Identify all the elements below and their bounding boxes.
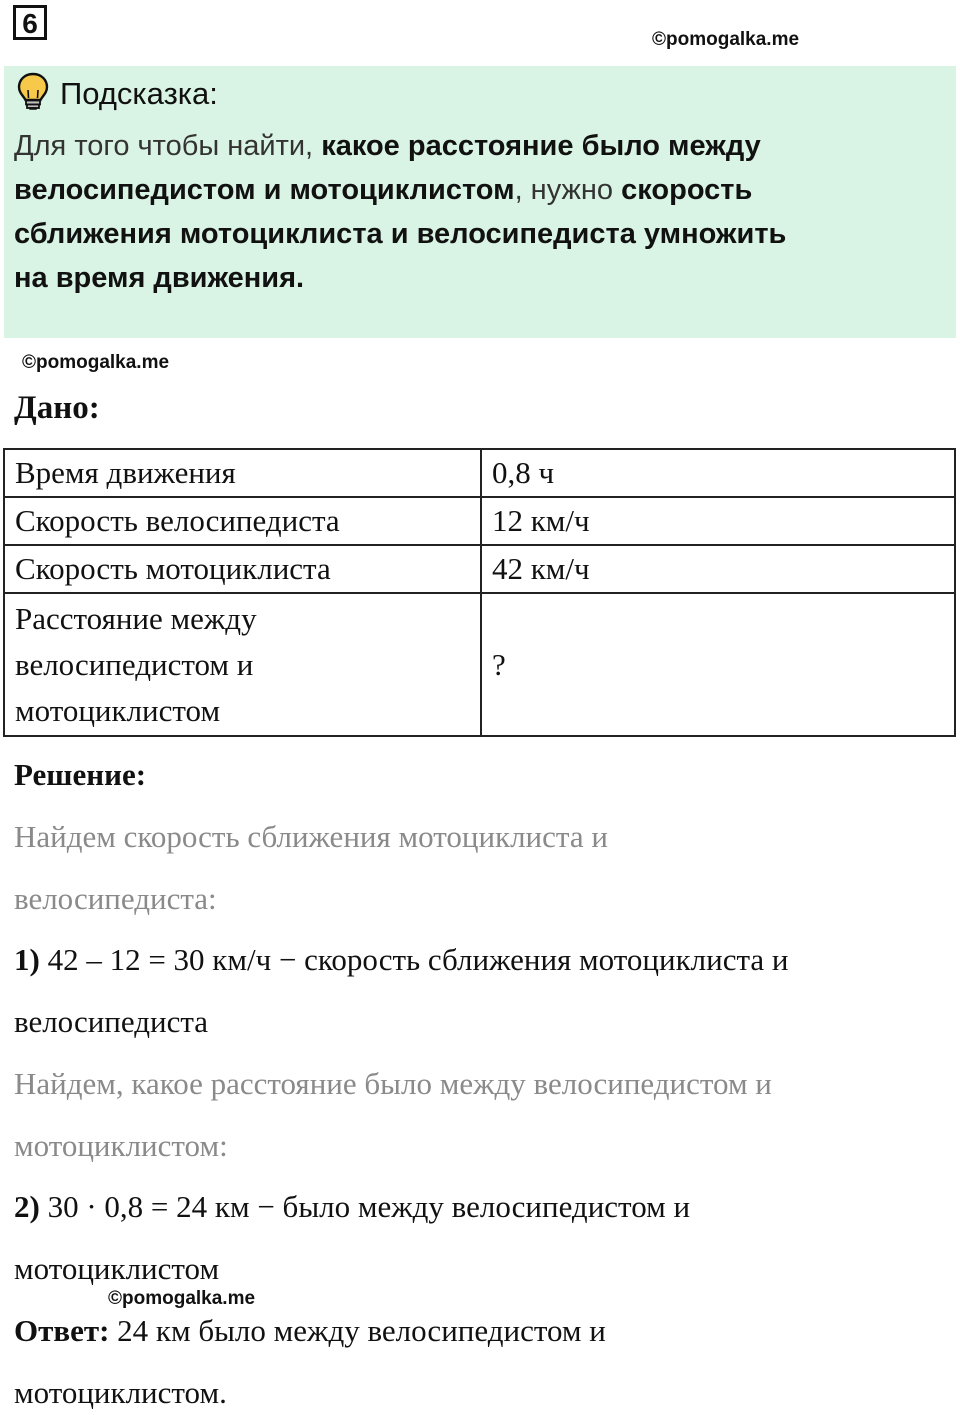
table-row	[4, 545, 955, 593]
watermark: ©pomogalka.me	[108, 1288, 256, 1309]
step1-hint: Найдем скорость сближения мотоциклиста и	[14, 819, 608, 854]
given-value: ?	[481, 593, 955, 736]
given-value: 12 км/ч	[481, 497, 955, 545]
given-label: Время движения	[4, 449, 481, 497]
lightbulb-icon	[16, 72, 50, 112]
given-label: Скорость мотоциклиста	[4, 545, 481, 593]
table-row	[4, 497, 955, 545]
given-value: 0,8 ч	[481, 449, 955, 497]
answer: Ответ: 24 км было между велосипедистом и	[14, 1313, 606, 1348]
given-table	[3, 448, 956, 737]
given-label: Расстояние между велосипедистом и мотоциклистом	[4, 593, 481, 736]
step2: 2) 30 · 0,8 = 24 км − было между велосипедистом и	[14, 1189, 691, 1224]
hint-text: Для того чтобы найти, какое расстояние было между велосипедистом и мотоциклистом, нужно скорость сближения мотоциклиста и велосипедиста умножить на время движения.	[14, 130, 787, 294]
hint-title: Подсказка:	[60, 76, 218, 111]
step1: 1) 42 – 12 = 30 км/ч − скорость сближения мотоциклиста и	[14, 942, 789, 977]
step2-hint: Найдем, какое расстояние было между велосипедистом и	[14, 1066, 772, 1101]
step2: мотоциклистом	[14, 1251, 220, 1286]
step1: велосипедиста	[14, 1004, 209, 1039]
watermark: ©pomogalka.me	[652, 29, 800, 50]
given-value: 42 км/ч	[481, 545, 955, 593]
given-label: Скорость велосипедиста	[4, 497, 481, 545]
solution-heading: Решение:	[14, 757, 147, 792]
table-row	[4, 593, 955, 736]
table-row	[4, 449, 955, 497]
given-heading: Дано:	[14, 390, 100, 426]
answer: мотоциклистом.	[14, 1375, 227, 1410]
task-number: 6	[13, 5, 47, 40]
step1-hint: велосипедиста:	[14, 881, 217, 916]
step2-hint: мотоциклистом:	[14, 1128, 228, 1163]
watermark: ©pomogalka.me	[22, 352, 170, 373]
